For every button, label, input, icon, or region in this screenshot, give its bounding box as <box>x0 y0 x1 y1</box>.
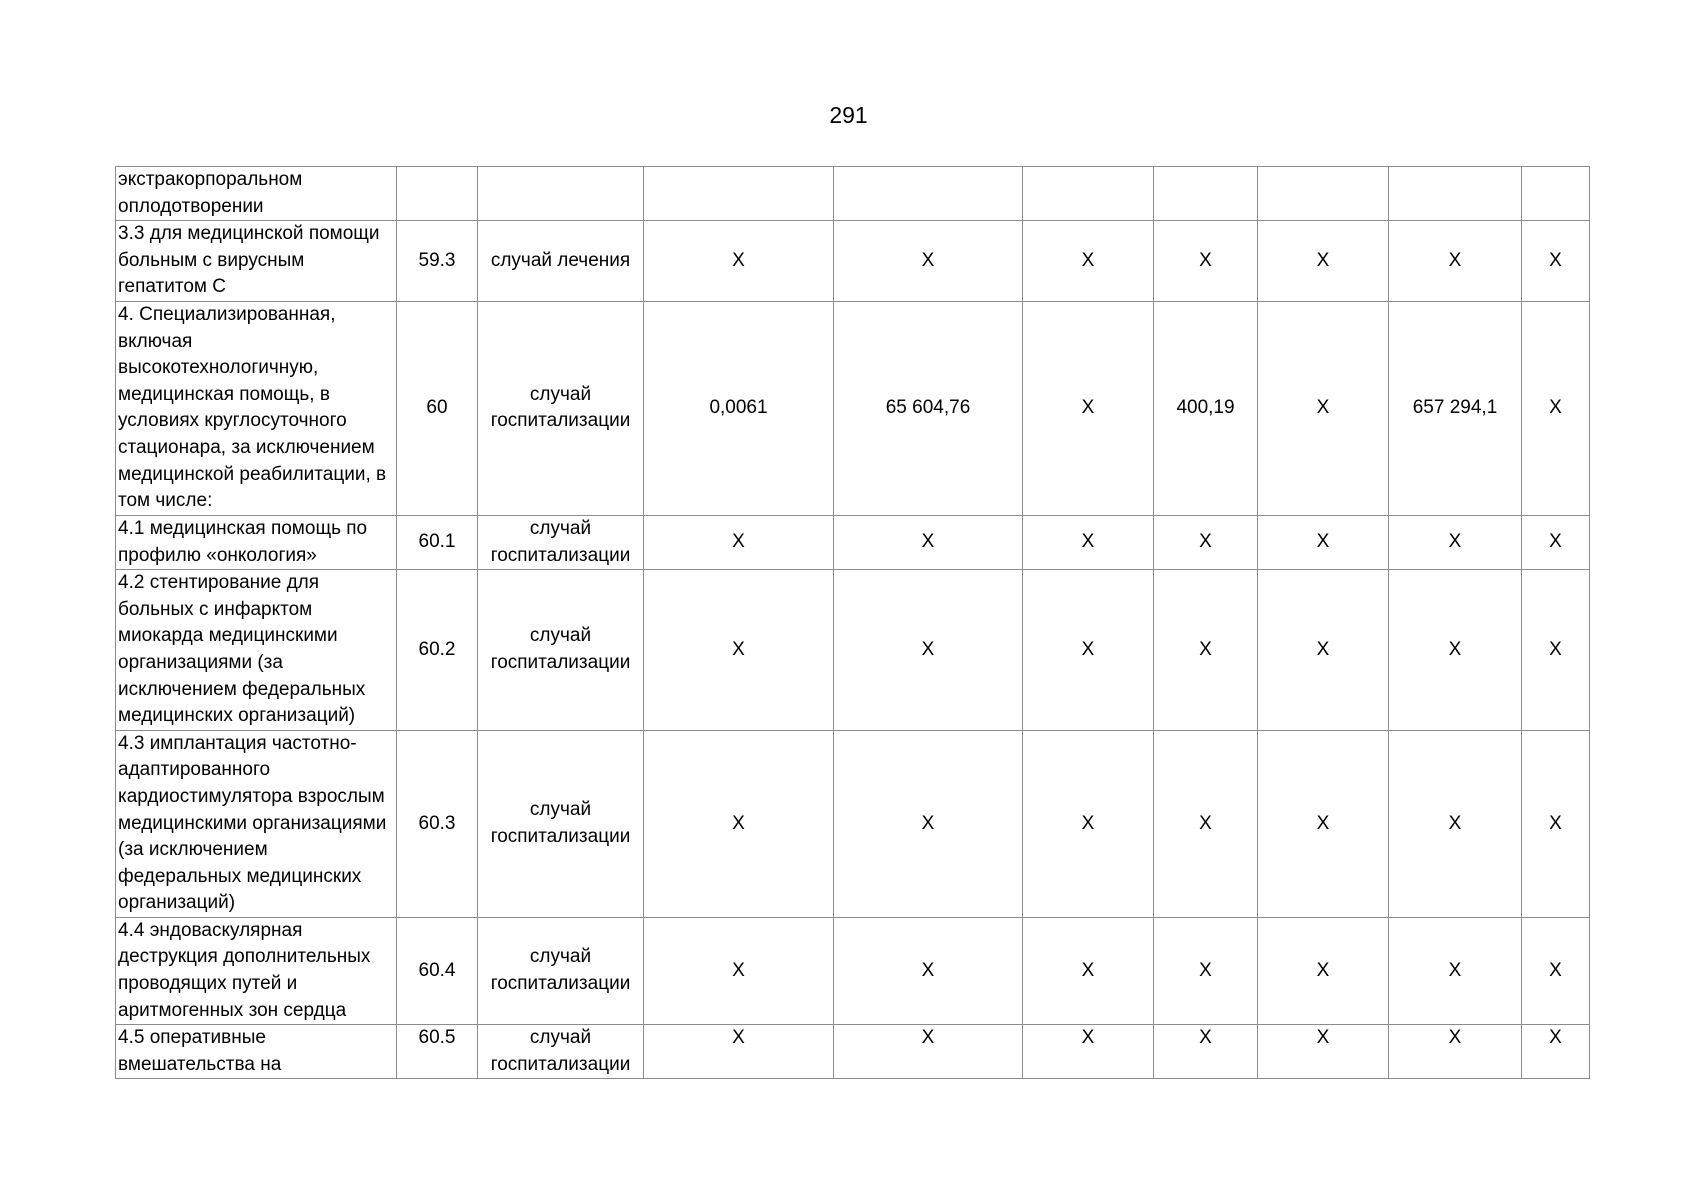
row-unit-cell <box>478 167 644 221</box>
table-row <box>116 167 1590 221</box>
value-cell: Х <box>644 570 834 731</box>
value-cell: Х <box>1389 221 1522 302</box>
value-cell: Х <box>834 730 1023 917</box>
row-unit-cell: случай госпитализации <box>478 730 644 917</box>
value-cell: Х <box>1389 515 1522 569</box>
value-cell: Х <box>834 917 1023 1024</box>
row-unit-cell: случай госпитализации <box>478 1025 644 1079</box>
row-name-cell: 4.3 имплантация частотно-адаптированного кардиостимулятора взрослым медицинскими организациями (за исключением федеральных медицинских организаций) <box>116 730 397 917</box>
table-row <box>116 301 1590 515</box>
value-cell: Х <box>1154 917 1258 1024</box>
value-cell <box>1522 167 1590 221</box>
value-cell: Х <box>834 221 1023 302</box>
data-table <box>115 166 1590 1079</box>
table-row <box>116 730 1590 917</box>
value-cell: Х <box>1389 917 1522 1024</box>
value-cell: Х <box>1154 730 1258 917</box>
value-cell: Х <box>1154 515 1258 569</box>
value-cell <box>1389 167 1522 221</box>
value-cell: Х <box>1154 221 1258 302</box>
value-cell: Х <box>644 917 834 1024</box>
value-cell: 400,19 <box>1154 301 1258 515</box>
value-cell: Х <box>644 221 834 302</box>
value-cell: Х <box>1522 515 1590 569</box>
row-code-cell: 60.4 <box>397 917 478 1024</box>
value-cell: Х <box>1522 730 1590 917</box>
value-cell: Х <box>1258 221 1389 302</box>
row-unit-cell: случай госпитализации <box>478 917 644 1024</box>
row-unit-cell: случай лечения <box>478 221 644 302</box>
row-unit-cell: случай госпитализации <box>478 301 644 515</box>
value-cell: Х <box>834 515 1023 569</box>
value-cell <box>1154 167 1258 221</box>
value-cell: Х <box>644 1025 834 1079</box>
value-cell: Х <box>1258 1025 1389 1079</box>
value-cell: Х <box>1258 730 1389 917</box>
value-cell: Х <box>1023 917 1154 1024</box>
value-cell: Х <box>644 730 834 917</box>
table-row <box>116 1025 1590 1079</box>
value-cell: Х <box>834 570 1023 731</box>
value-cell: 0,0061 <box>644 301 834 515</box>
value-cell: 657 294,1 <box>1389 301 1522 515</box>
row-name-cell: 4.1 медицинская помощь по профилю «онкология» <box>116 515 397 569</box>
value-cell: Х <box>1023 515 1154 569</box>
value-cell: Х <box>1522 917 1590 1024</box>
row-name-cell: 4.5 оперативные вмешательства на <box>116 1025 397 1079</box>
value-cell <box>1258 167 1389 221</box>
value-cell: Х <box>1154 1025 1258 1079</box>
row-code-cell <box>397 167 478 221</box>
row-name-cell: 4. Специализированная, включая высокотехнологичную, медицинская помощь, в условиях круглосуточного стационара, за исключением медицинской реабилитации, в том числе: <box>116 301 397 515</box>
table-row <box>116 221 1590 302</box>
value-cell: Х <box>1023 570 1154 731</box>
row-code-cell: 60.3 <box>397 730 478 917</box>
value-cell <box>1023 167 1154 221</box>
value-cell: Х <box>1023 730 1154 917</box>
value-cell: Х <box>1522 221 1590 302</box>
value-cell: Х <box>1389 1025 1522 1079</box>
row-name-cell: 3.3 для медицинской помощи больным с вирусным гепатитом С <box>116 221 397 302</box>
value-cell: Х <box>644 515 834 569</box>
value-cell: Х <box>1258 301 1389 515</box>
value-cell: Х <box>1522 1025 1590 1079</box>
row-code-cell: 60.2 <box>397 570 478 731</box>
value-cell <box>644 167 834 221</box>
value-cell: Х <box>834 1025 1023 1079</box>
row-code-cell: 60.5 <box>397 1025 478 1079</box>
row-code-cell: 59.3 <box>397 221 478 302</box>
row-unit-cell: случай госпитализации <box>478 570 644 731</box>
value-cell: Х <box>1389 730 1522 917</box>
value-cell: Х <box>1522 570 1590 731</box>
row-name-cell: 4.4 эндоваскулярная деструкция дополнительных проводящих путей и аритмогенных зон сердца <box>116 917 397 1024</box>
value-cell: Х <box>1389 570 1522 731</box>
value-cell: Х <box>1023 1025 1154 1079</box>
row-name-cell: 4.2 стентирование для больных с инфарктом миокарда медицинскими организациями (за исключением федеральных медицинских организаций) <box>116 570 397 731</box>
value-cell: Х <box>1154 570 1258 731</box>
table-row <box>116 570 1590 731</box>
row-code-cell: 60.1 <box>397 515 478 569</box>
value-cell: Х <box>1023 221 1154 302</box>
page-number: 291 <box>829 102 868 128</box>
value-cell: Х <box>1522 301 1590 515</box>
table-row <box>116 515 1590 569</box>
value-cell: Х <box>1258 917 1389 1024</box>
row-code-cell: 60 <box>397 301 478 515</box>
value-cell: Х <box>1023 301 1154 515</box>
row-unit-cell: случай госпитализации <box>478 515 644 569</box>
table-row <box>116 917 1590 1024</box>
value-cell: Х <box>1258 515 1389 569</box>
value-cell: 65 604,76 <box>834 301 1023 515</box>
row-name-cell: экстракорпоральном оплодотворении <box>116 167 397 221</box>
value-cell <box>834 167 1023 221</box>
value-cell: Х <box>1258 570 1389 731</box>
